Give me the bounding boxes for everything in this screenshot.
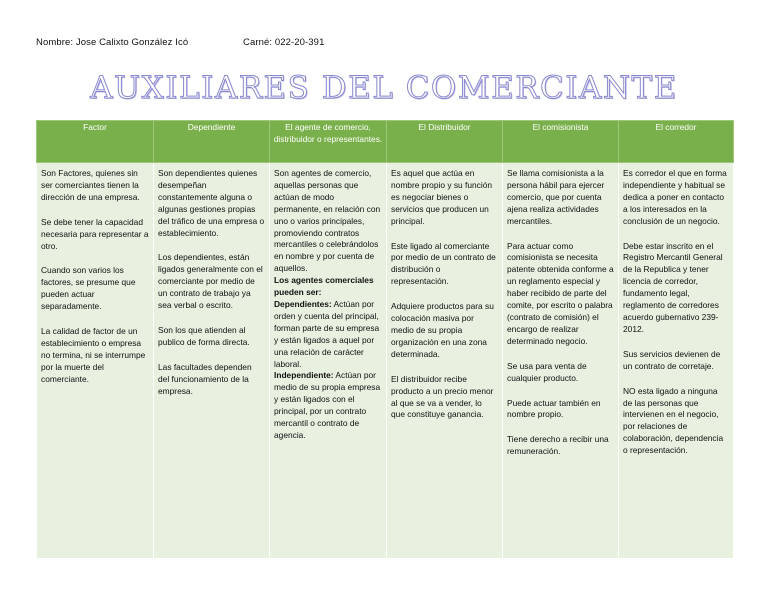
paragraph: Se debe tener la capacidad necesaria para representar a otro. (41, 216, 149, 251)
paragraph: Se llama comisionista a la persona hábil para ejercer comercio, que por cuenta ajena realiza actividades mercantiles. (507, 168, 605, 226)
paragraph: Se usa para venta de cualquier producto. (507, 360, 587, 383)
paragraph: Las facultades dependen del funcionamiento de la empresa. (158, 361, 252, 396)
type-text-dependientes: Actúan por orden y cuenta del principal, forman parte de su empresa y están ligados a aquel por una relación de carácter laboral. (274, 298, 380, 369)
paragraph: El distribuidor recibe producto a un precio menor al que se va a vender, lo que constituye ganancia. (391, 373, 494, 420)
col-header-agente: El agente de comercio, distribuidor o representantes. (270, 121, 387, 163)
student-id: Carné: 022-20-391 (243, 37, 325, 48)
cell-dependiente (154, 163, 270, 559)
paragraph: Para actuar como comisionista se necesita patente obtenida conforme a un reglamento especial y haber recibido de parte del comite, por escrito o palabra (contrato de comisión) el encargo de realizar determinado negocio. (507, 240, 614, 346)
paragraph: La calidad de factor de un establecimiento o empresa no termina, ni se interrumpe por la muerte del comerciante. (41, 326, 146, 384)
paragraph: Tiene derecho a recibir una remuneración. (507, 434, 609, 457)
type-label-independiente: Independiente: (274, 370, 334, 381)
paragraph: NO esta ligado a ninguna de las personas que intervienen en el negocio, por relaciones de colaboración, dependencia o representación. (623, 385, 724, 456)
type-text-independiente: Actúan por medio de su propia empresa y están ligados con el principal, por un contrato mercantil o contrato de agencia. (274, 370, 381, 440)
paragraph: Sus servicios devienen de un contrato de corretaje. (623, 348, 721, 371)
col-header-distribuidor: El Distribuidor (387, 121, 503, 163)
type-label-dependientes: Dependientes: (274, 298, 332, 309)
cell-agente (270, 163, 387, 559)
col-header-corredor: El corredor (619, 121, 734, 163)
paragraph: Son dependientes quienes desempeñan constantemente alguna o algunas gestiones propias del tráfico de una empresa o establecimiento. (158, 168, 265, 238)
col-header-comisionista: El comisionista (503, 121, 619, 163)
paragraph: Los dependientes, están ligados generalmente con el comerciante por medio de un contrato de trabajo ya sea verbal o escrito. (158, 252, 263, 311)
paragraph: Este ligado al comerciante por medio de un contrato de distribución o representación. (391, 240, 496, 287)
table-header-row (37, 121, 734, 163)
comparison-table (36, 120, 734, 559)
paragraph: Son agentes de comercio, aquellas personas que actúan de modo permanente, en relación con uno o varios principales, promoviendo contratos mercantiles o celebrándolos en nombre y por cuenta de aquellos. (274, 168, 381, 274)
page-title: AUXILIARES DEL COMERCIANTE (90, 70, 678, 106)
paragraph: Debe estar inscrito en el Registro Mercantil General de la Republica y tener licencia de corredor, fundamento legal, reglamento de corredores acuerdo gubernativo 239-2012. (623, 240, 723, 334)
cell-comisionista (503, 163, 619, 559)
paragraph: Puede actuar también en nombre propio. (507, 397, 601, 420)
cell-distribuidor (387, 163, 503, 559)
cell-factor (37, 163, 154, 559)
paragraph: Es aquel que actúa en nombre propio y su función es negociar bienes o servicios que producen un principal. (391, 168, 493, 226)
paragraph: Son los que atienden al publico de forma directa. (158, 324, 250, 347)
table-row (37, 163, 734, 559)
col-header-dependiente: Dependiente (154, 121, 270, 163)
types-heading: Los agentes comerciales pueden ser: (274, 275, 374, 298)
paragraph: Cuando son varios los factores, se presume que pueden actuar separadamente. (41, 265, 136, 312)
cell-corredor (619, 163, 734, 559)
student-name: Nombre: Jose Calixto González Icó (36, 37, 189, 48)
paragraph: Es corredor el que en forma independiente y habitual se dedica a poner en contacto a los interesados en la conclusión de un negocio. (623, 168, 727, 226)
paragraph: Son Factores, quienes sin ser comerciantes tienen la dirección de una empresa. (41, 168, 140, 202)
col-header-factor: Factor (37, 121, 154, 163)
paragraph: Adquiere productos para su colocación masiva por medio de su propia organización en una zona determinada. (391, 301, 494, 359)
